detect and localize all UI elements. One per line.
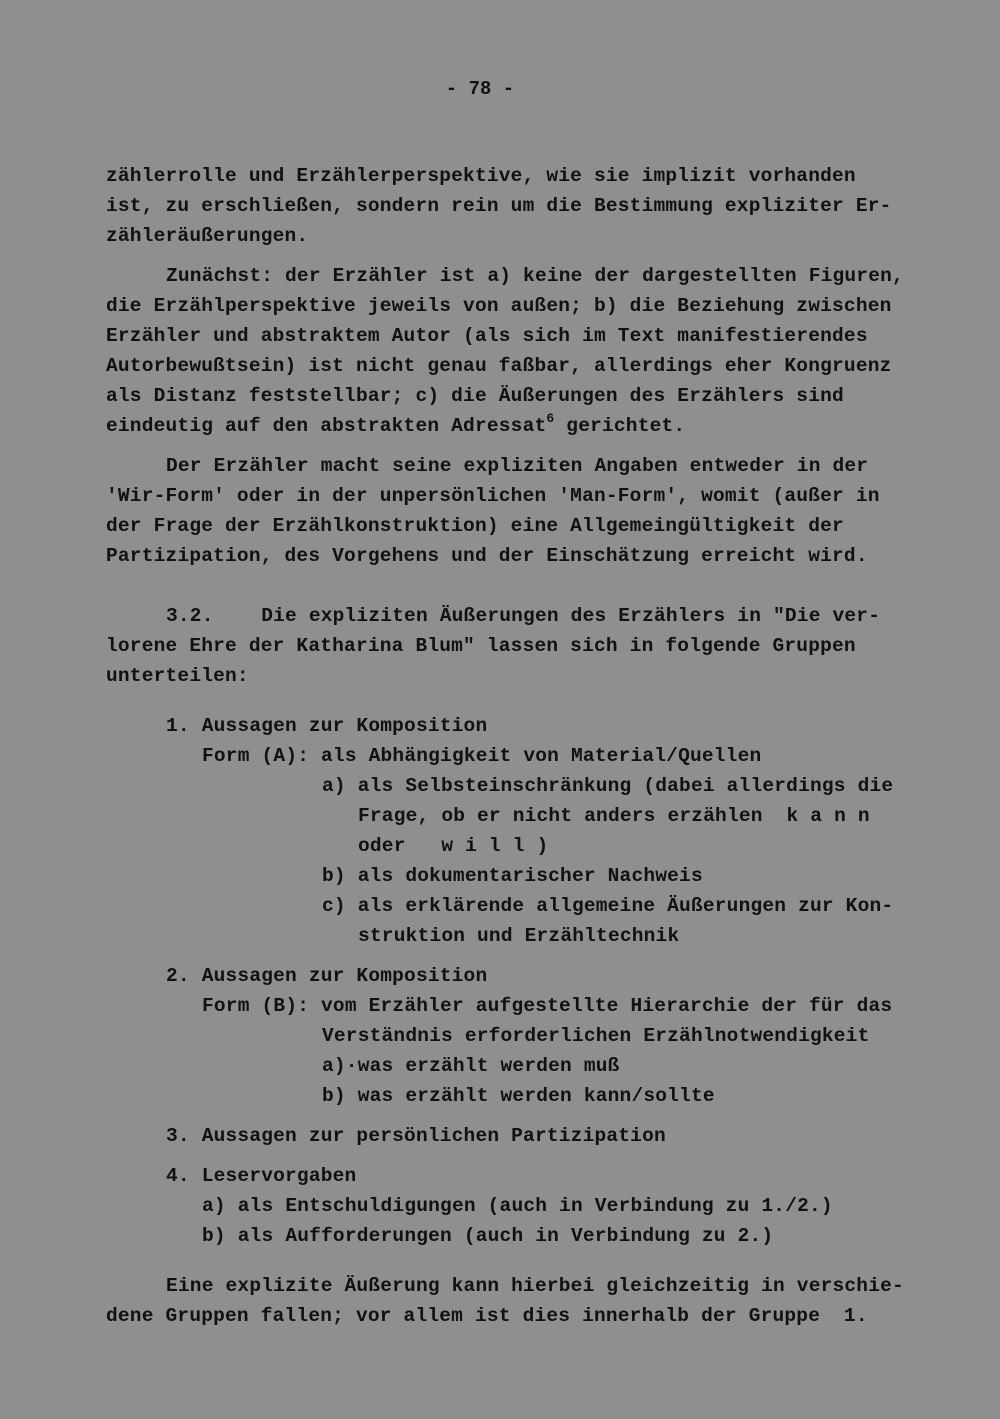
list-subitem: a) als Selbsteinschränkung (dabei allerdings die — [322, 775, 894, 797]
list-subitem-cont: Frage, ob er nicht anders erzählen k a n n — [358, 805, 870, 827]
text-line: der Frage der Erzählkonstruktion) eine Allgemeingültigkeit der — [106, 515, 844, 537]
list-subitem: b) als dokumentarischer Nachweis — [322, 865, 703, 887]
list-item-form-cont: Verständnis erforderlichen Erzählnotwendigkeit — [322, 1025, 870, 1047]
text-line: die Erzählperspektive jeweils von außen; b) die Beziehung zwischen — [106, 295, 892, 317]
list-item-form: Form (A): als Abhängigkeit von Material/Quellen — [202, 745, 762, 767]
text-line: unterteilen: — [106, 665, 249, 687]
list-subitem-cont: oder w i l l ) — [358, 835, 549, 857]
text-line — [106, 411, 685, 441]
text-line: Partizipation, des Vorgehens und der Einschätzung erreicht wird. — [106, 545, 868, 567]
list-subitem: c) als erklärende allgemeine Äußerungen zur Kon- — [322, 895, 894, 917]
list-item-title: 4. Leservorgaben — [166, 1165, 357, 1187]
text-line: Eine explizite Äußerung kann hierbei gleichzeitig in verschie- — [166, 1275, 904, 1297]
list-item-form: Form (B): vom Erzähler aufgestellte Hierarchie der für das — [202, 995, 893, 1017]
list-item-title: 2. Aussagen zur Komposition — [166, 965, 488, 987]
page-number: - 78 - — [445, 78, 515, 100]
list-subitem: b) als Aufforderungen (auch in Verbindung zu 2.) — [202, 1225, 774, 1247]
text-line: Erzähler und abstraktem Autor (als sich im Text manifestierendes — [106, 325, 868, 347]
text-fragment: eindeutig auf den abstrakten Adressat — [106, 415, 547, 437]
list-subitem: b) was erzählt werden kann/sollte — [322, 1085, 715, 1107]
list-item-title: 1. Aussagen zur Komposition — [166, 715, 488, 737]
text-line: Zunächst: der Erzähler ist a) keine der dargestellten Figuren, — [166, 265, 904, 287]
list-subitem: a) als Entschuldigungen (auch in Verbindung zu 1./2.) — [202, 1195, 833, 1217]
text-line: 'Wir-Form' oder in der unpersönlichen 'Man-Form', womit (außer in — [106, 485, 880, 507]
footnote-marker: 6 — [546, 410, 555, 426]
list-subitem: a)·was erzählt werden muß — [322, 1055, 620, 1077]
text-line: Autorbewußtsein) ist nicht genau faßbar, allerdings eher Kongruenz — [106, 355, 892, 377]
text-line: als Distanz feststellbar; c) die Äußerungen des Erzählers sind — [106, 385, 844, 407]
text-line: dene Gruppen fallen; vor allem ist dies innerhalb der Gruppe 1. — [106, 1305, 868, 1327]
text-line: lorene Ehre der Katharina Blum" lassen sich in folgende Gruppen — [106, 635, 856, 657]
text-line: Der Erzähler macht seine expliziten Angaben entweder in der — [166, 455, 869, 477]
text-line: zählerrolle und Erzählerperspektive, wie sie implizit vorhanden — [106, 165, 856, 187]
list-item-title: 3. Aussagen zur persönlichen Partizipation — [166, 1125, 666, 1147]
text-line: ist, zu erschließen, sondern rein um die Bestimmung expliziter Er- — [106, 195, 892, 217]
list-subitem-cont: struktion und Erzähltechnik — [358, 925, 680, 947]
text-line: zähleräußerungen. — [106, 225, 309, 247]
section-heading-line: 3.2. Die expliziten Äußerungen des Erzählers in "Die ver- — [166, 605, 881, 627]
text-fragment: gerichtet. — [554, 415, 686, 437]
